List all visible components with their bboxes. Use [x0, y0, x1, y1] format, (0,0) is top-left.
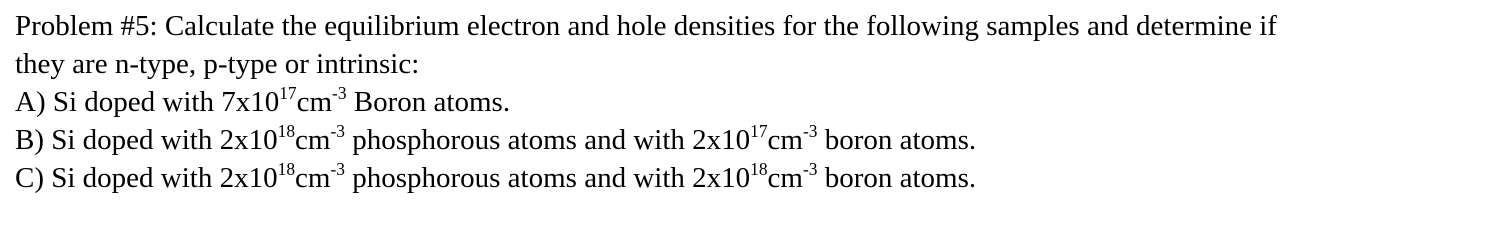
- part-a: [15, 83, 1485, 121]
- part-a-prefix: A) Si doped with 7x10: [15, 86, 280, 118]
- part-c: [15, 159, 1485, 197]
- problem-text-block: [15, 7, 1485, 197]
- problem-statement-line-1: Problem #5: Calculate the equilibrium electron and hole densities for the following samples and determine if: [15, 10, 1277, 42]
- part-b-prefix: B) Si doped with 2x10: [15, 124, 278, 156]
- part-c-unit-1: cm: [295, 162, 331, 194]
- part-b-unit-exponent-2: -3: [802, 120, 818, 141]
- part-c-exponent-1: 18: [277, 158, 296, 179]
- part-c-rest: boron atoms.: [817, 162, 977, 194]
- part-b-rest: boron atoms.: [817, 124, 977, 156]
- part-b-exponent-1: 18: [277, 120, 296, 141]
- part-a-exponent: 17: [279, 82, 297, 103]
- part-b-exponent-2: 17: [750, 120, 768, 141]
- part-b-mid: phosphorous atoms and with 2x10: [344, 124, 751, 156]
- part-b-unit-2: cm: [767, 124, 803, 156]
- part-b-unit-exponent-1: -3: [330, 120, 345, 141]
- part-b: [15, 121, 1485, 159]
- part-c-exponent-2: 18: [750, 158, 768, 179]
- part-b-unit-1: cm: [295, 124, 331, 156]
- part-a-rest: Boron atoms.: [346, 86, 511, 118]
- part-c-prefix: C) Si doped with 2x10: [15, 162, 278, 194]
- part-a-unit: cm: [296, 86, 333, 118]
- problem-statement-line-2: they are n-type, p-type or intrinsic:: [15, 48, 420, 80]
- part-c-unit-exponent-2: -3: [802, 158, 818, 179]
- part-c-mid: phosphorous atoms and with 2x10: [344, 162, 751, 194]
- part-c-unit-exponent-1: -3: [330, 158, 345, 179]
- part-c-unit-2: cm: [767, 162, 803, 194]
- part-a-unit-exponent: -3: [332, 82, 347, 103]
